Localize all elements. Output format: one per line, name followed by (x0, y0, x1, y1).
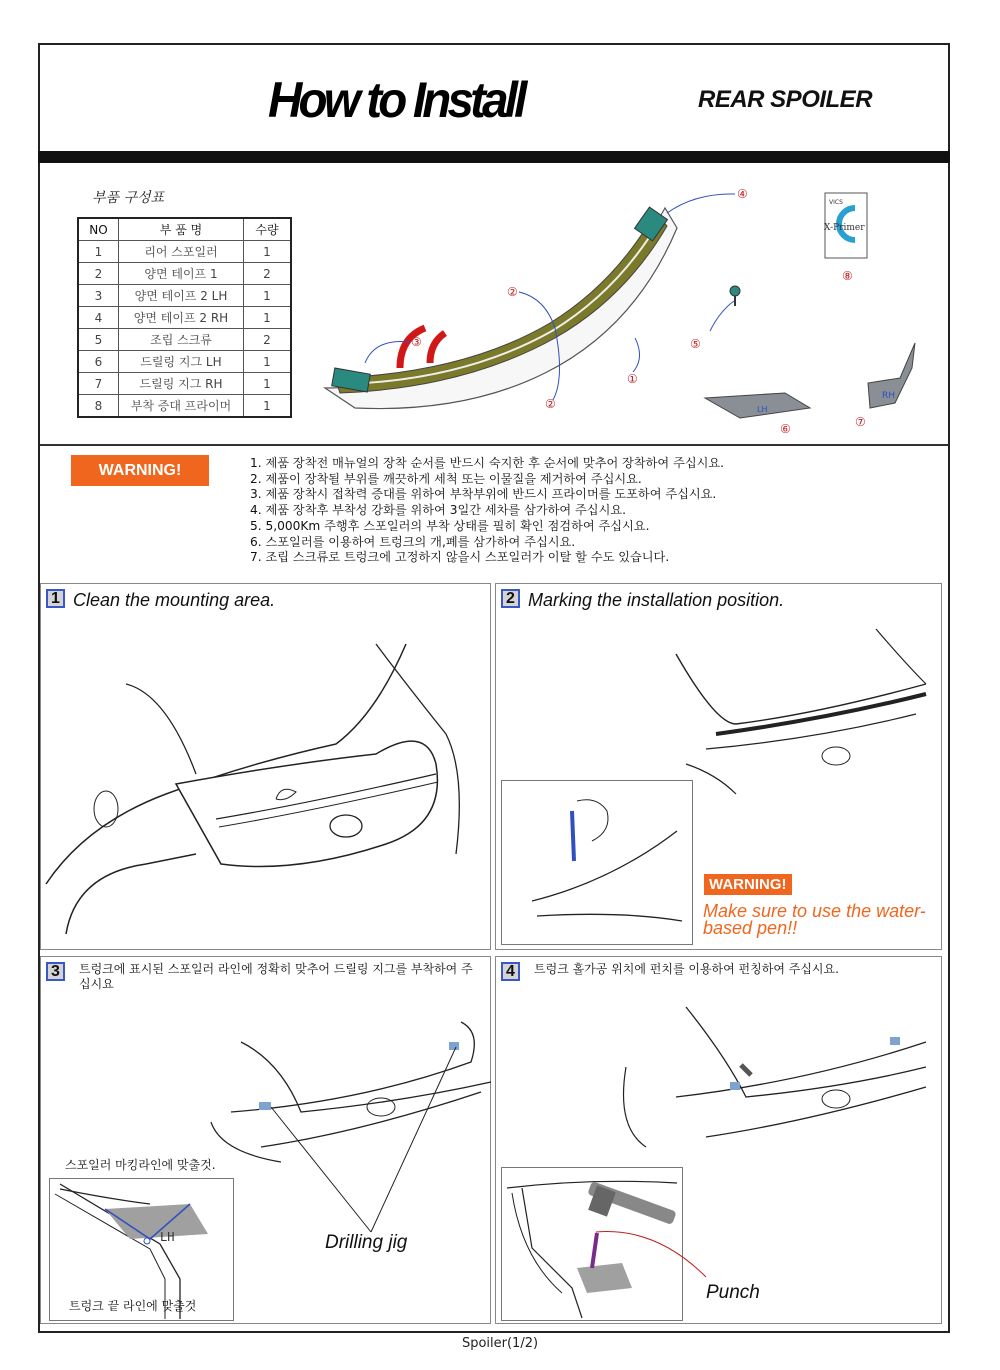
step-2-panel (495, 583, 942, 950)
parts-table-row (78, 285, 291, 307)
header-divider (38, 151, 950, 163)
parts-table-row (78, 329, 291, 351)
cell-qty: 1 (244, 351, 292, 373)
warning-item: 2. 제품이 장착될 부위를 깨끗하게 세척 또는 이물질을 제거하여 주십시요. (250, 471, 642, 486)
cell-no: 7 (78, 373, 119, 395)
step-2-text: Marking the installation position. (528, 590, 785, 610)
step-4-number: 4 (501, 962, 520, 981)
warning-item: 3. 제품 장착시 접착력 증대를 위하여 부착부위에 반드시 프라이머를 도포하여 주십시요. (250, 487, 717, 502)
cell-part-name: 양면 테이프 2 RH (119, 307, 244, 329)
section-divider (40, 444, 948, 446)
parts-table-row (78, 263, 291, 285)
col-part-name: 부 품 명 (119, 218, 244, 241)
step-2-inset (501, 780, 693, 945)
jig-illustration (700, 338, 950, 438)
cell-part-name: 양면 테이프 1 (119, 263, 244, 285)
primer-brand: VICS (829, 199, 843, 206)
warning-item: 6. 스포일러를 이용하여 트렁크의 개,폐를 삼가하여 주십시요. (250, 534, 576, 549)
step-4-panel (495, 956, 942, 1324)
cell-part-name: 드릴링 지그 RH (119, 373, 244, 395)
cell-qty: 2 (244, 263, 292, 285)
parts-table (77, 217, 292, 418)
car-rear-illustration-1 (46, 624, 486, 944)
callout-7: ⑦ (855, 415, 866, 429)
step-3-panel (40, 956, 491, 1324)
cell-no: 1 (78, 241, 119, 263)
car-rear-illustration-4 (606, 987, 936, 1157)
step-3-label-bottom: 트렁크 끝 라인에 맞출것 (69, 1299, 197, 1313)
step-1-number: 1 (46, 589, 65, 608)
jig-closeup-label: LH (160, 1230, 175, 1244)
marking-pen-illustration (502, 781, 692, 944)
callout-8: ⑧ (842, 269, 853, 283)
col-no: NO (78, 218, 119, 241)
step-3-number: 3 (46, 962, 65, 981)
warning-item: 5. 5,000Km 주행후 스포일러의 부착 상태를 필히 확인 점검하여 주십시요. (250, 518, 650, 533)
cell-qty: 1 (244, 241, 292, 263)
callout-5: ⑤ (690, 337, 701, 351)
cell-no: 2 (78, 263, 119, 285)
cell-no: 3 (78, 285, 119, 307)
step-2-warning-badge: WARNING! (704, 874, 792, 895)
cell-part-name: 드릴링 지그 LH (119, 351, 244, 373)
cell-qty: 1 (244, 307, 292, 329)
drilling-jig-leader (261, 1037, 461, 1237)
warning-list (250, 456, 724, 566)
parts-table-row (78, 241, 291, 263)
step-1-panel (40, 583, 491, 950)
cell-part-name: 양면 테이프 2 LH (119, 285, 244, 307)
primer-illustration (822, 190, 882, 290)
spoiler-illustration (315, 187, 748, 428)
parts-caption: 부품 구성표 (92, 190, 165, 206)
primer-label: X-Primer (824, 223, 865, 233)
col-qty: 수량 (244, 218, 292, 241)
tape-red-2 (430, 333, 445, 363)
step-2-warning-text: Make sure to use the water-based pen!! (703, 901, 926, 938)
cell-no: 6 (78, 351, 119, 373)
parts-table-row (78, 395, 291, 418)
cell-qty: 1 (244, 285, 292, 307)
product-name: REAR SPOILER (698, 86, 873, 113)
step-3-text: 트렁크에 표시된 스포일러 라인에 정확히 맞추어 드릴링 지그를 부착하여 주십시요 (79, 962, 473, 991)
cell-no: 5 (78, 329, 119, 351)
callout-6: ⑥ (780, 422, 791, 436)
punch-leader (596, 1222, 716, 1282)
leader-1 (633, 338, 640, 372)
parts-table-header (78, 218, 291, 241)
cell-no: 4 (78, 307, 119, 329)
step-1-text: Clean the mounting area. (73, 590, 276, 610)
page-title: How to Install (268, 72, 524, 128)
warning-badge: WARNING! (71, 455, 209, 486)
callout-2a: ② (507, 285, 518, 299)
cell-part-name: 부착 증대 프라이머 (119, 395, 244, 418)
callout-3: ③ (411, 335, 422, 349)
jig-rh-label: LH (757, 405, 768, 414)
parts-table-row (78, 307, 291, 329)
step-4-callout: Punch (706, 1282, 760, 1303)
page-footer: Spoiler(1/2) (461, 1336, 539, 1351)
callout-1: ① (627, 372, 638, 386)
parts-table-row (78, 373, 291, 395)
parts-section (40, 163, 948, 445)
cell-qty: 2 (244, 329, 292, 351)
step-4-text: 트렁크 홀가공 위치에 펀치를 이용하여 펀칭하여 주십시요. (534, 962, 839, 976)
jig-lh-label: RH (882, 391, 896, 401)
cell-qty: 1 (244, 373, 292, 395)
warning-item: 7. 조립 스크류로 트렁크에 고정하지 않을시 스포일러가 이탈 할 수도 있습니다. (250, 550, 670, 565)
step-3-label-top: 스포일러 마킹라인에 맞출것. (65, 1158, 216, 1172)
step-2-number: 2 (501, 589, 520, 608)
cell-no: 8 (78, 395, 119, 418)
callout-4: ④ (737, 187, 748, 201)
header (40, 45, 948, 152)
warning-item: 1. 제품 장착전 매뉴얼의 장착 순서를 반드시 숙지한 후 순서에 맞추어 장착하여 주십시요. (250, 456, 725, 470)
warning-item: 4. 제품 장착후 부착성 강화를 위하여 3일간 세차를 삼가하여 주십시요. (250, 503, 626, 518)
cell-part-name: 조립 스크류 (119, 329, 244, 351)
callout-2b: ② (545, 397, 556, 411)
parts-table-row (78, 351, 291, 373)
car-rear-illustration-2 (676, 624, 936, 794)
step-3-callout: Drilling jig (325, 1232, 408, 1253)
cell-part-name: 리어 스포일러 (119, 241, 244, 263)
leader-4 (667, 194, 735, 213)
cell-qty: 1 (244, 395, 292, 418)
